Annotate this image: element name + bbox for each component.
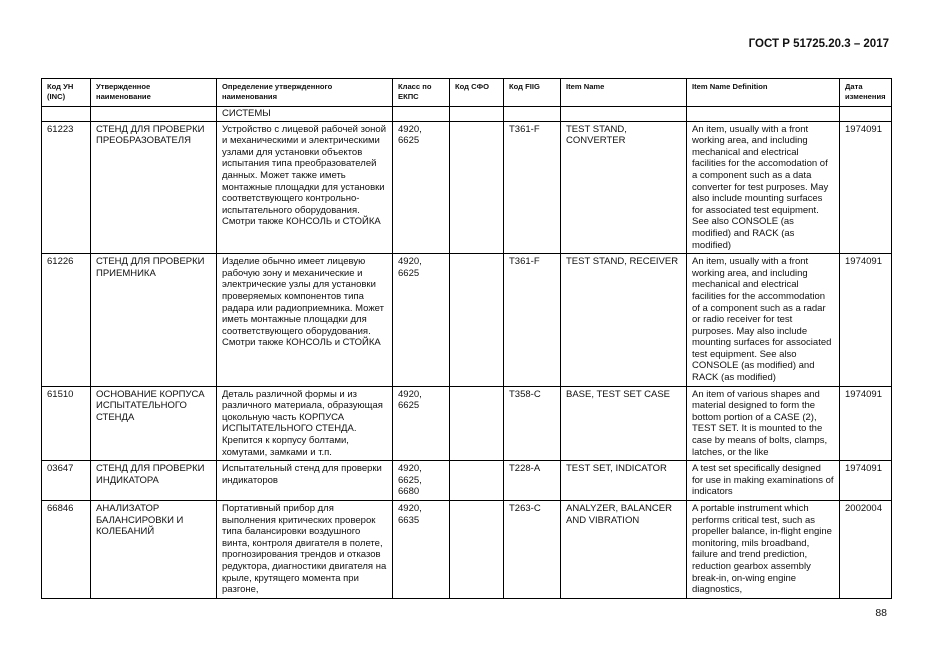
cell-ekps: 4920, 6635	[393, 501, 450, 599]
page-number: 88	[875, 607, 887, 619]
cell-ekps: 4920, 6625	[393, 254, 450, 387]
cell-item-name: ANALYZER, BALANCER AND VIBRATION	[561, 501, 687, 599]
cell-inc: 66846	[42, 501, 91, 599]
cell-fiig: T228-A	[504, 461, 561, 501]
cell-definition-ru: Изделие обычно имеет лицевую рабочую зону и механические и электрические узлы для установки проверяемых компонентов типа радара или радиоприемника. Может иметь монтажные площадки для соответствующего оборудования. Смотри также КОНСОЛЬ и СТОЙКА	[217, 254, 393, 387]
cell-date: 1974091	[840, 461, 892, 501]
document-code: ГОСТ Р 51725.20.3 – 2017	[748, 38, 889, 50]
cell-item-name: BASE, TEST SET CASE	[561, 386, 687, 461]
table-row	[42, 254, 892, 387]
cell-inc: 61223	[42, 121, 91, 254]
col-date: Дата изменения	[840, 79, 892, 107]
cell-definition-en: A portable instrument which performs critical test, such as propeller balance, in-flight engine monitoring, mils broadband, failure and trend prediction, reduction gearbox assembly break-in, on-wing engine diagnostics,	[687, 501, 840, 599]
cell-definition-ru: Испытательный стенд для проверки индикаторов	[217, 461, 393, 501]
cell-ekps: 4920, 6625, 6680	[393, 461, 450, 501]
col-definition-ru: Определение утвержденного наименования	[217, 79, 393, 107]
col-fiig: Код FIIG	[504, 79, 561, 107]
cell-inc: 61226	[42, 254, 91, 387]
cell-definition-ru: Устройство с лицевой рабочей зоной и механическими и электрическими узлами для установки объектов испытания типа преобразователей данных. Может также иметь монтажные площадки для установки соответствующего контрольно-испытательного оборудования. Смотри также КОНСОЛЬ и СТОЙКА	[217, 121, 393, 254]
col-name-ru: Утвержденное наименование	[91, 79, 217, 107]
cell-item-name: TEST SET, INDICATOR	[561, 461, 687, 501]
table-row	[42, 121, 892, 254]
cell-definition-ru: Деталь различной формы и из различного материала, образующая цокольную часть КОРПУСА ИСПЫТАТЕЛЬНОГО СТЕНДА. Крепится к корпусу болтами, хомутами, замками и т.п.	[217, 386, 393, 461]
cell-sfo	[450, 501, 504, 599]
cell-sfo	[450, 386, 504, 461]
cell-name-ru: СТЕНД ДЛЯ ПРОВЕРКИ ИНДИКАТОРА	[91, 461, 217, 501]
cell-name-ru: АНАЛИЗАТОР БАЛАНСИРОВКИ И КОЛЕБАНИЙ	[91, 501, 217, 599]
col-item-definition: Item Name Definition	[687, 79, 840, 107]
col-inc: Код УН (INC)	[42, 79, 91, 107]
cell-definition-en: An item, usually with a front working area, and including mechanical and electrical facilities for the accomodation of a component such as a data converter for test purposes. May also include mounting surfaces for associated test equipment. See also CONSOLE (as modified) and RACK (as modified)	[687, 121, 840, 254]
cell-ekps: 4920, 6625	[393, 386, 450, 461]
cell-ekps: 4920, 6625	[393, 121, 450, 254]
table-row-continuation	[42, 107, 892, 122]
table-row	[42, 461, 892, 501]
cell-sfo	[450, 121, 504, 254]
cell-fiig: T361-F	[504, 121, 561, 254]
cell-date: 1974091	[840, 121, 892, 254]
cell-date: 1974091	[840, 386, 892, 461]
cell-name-ru: СТЕНД ДЛЯ ПРОВЕРКИ ПРИЕМНИКА	[91, 254, 217, 387]
cell-sfo	[450, 254, 504, 387]
continuation-text: СИСТЕМЫ	[217, 107, 393, 122]
cell-name-ru: СТЕНД ДЛЯ ПРОВЕРКИ ПРЕОБРАЗОВАТЕЛЯ	[91, 121, 217, 254]
col-sfo: Код СФО	[450, 79, 504, 107]
cell-definition-ru: Портативный прибор для выполнения критических проверок типа балансировки воздушного винта, контроля двигателя в полете, прогнозирования трендов и отказов редуктора, диагностики двигателя на крыле, крутящего момента при разгоне,	[217, 501, 393, 599]
table-row	[42, 501, 892, 599]
cell-inc: 03647	[42, 461, 91, 501]
cell-sfo	[450, 461, 504, 501]
cell-date: 1974091	[840, 254, 892, 387]
cell-definition-en: An item, usually with a front working area, and including mechanical and electrical facilities for the accommodation of a component such as a radar or radio receiver for test purposes. May also include mounting surfaces for associated test equipment. See also CONSOLE (as modified) and RACK (as modified)	[687, 254, 840, 387]
col-ekps: Класс по ЕКПС	[393, 79, 450, 107]
table-row	[42, 386, 892, 461]
cell-name-ru: ОСНОВАНИЕ КОРПУСА ИСПЫТАТЕЛЬНОГО СТЕНДА	[91, 386, 217, 461]
cell-definition-en: A test set specifically designed for use in making examinations of indicators	[687, 461, 840, 501]
nomenclature-table	[41, 78, 892, 599]
cell-date: 2002004	[840, 501, 892, 599]
cell-fiig: T361-F	[504, 254, 561, 387]
cell-item-name: TEST STAND, RECEIVER	[561, 254, 687, 387]
cell-definition-en: An item of various shapes and material designed to form the bottom portion of a CASE (2), TEST SET. It is mounted to the case by means of bolts, clamps, latches, or the like	[687, 386, 840, 461]
cell-fiig: T358-C	[504, 386, 561, 461]
table-header-row	[42, 79, 892, 107]
col-item-name: Item Name	[561, 79, 687, 107]
cell-inc: 61510	[42, 386, 91, 461]
cell-fiig: T263-C	[504, 501, 561, 599]
cell-item-name: TEST STAND, CONVERTER	[561, 121, 687, 254]
